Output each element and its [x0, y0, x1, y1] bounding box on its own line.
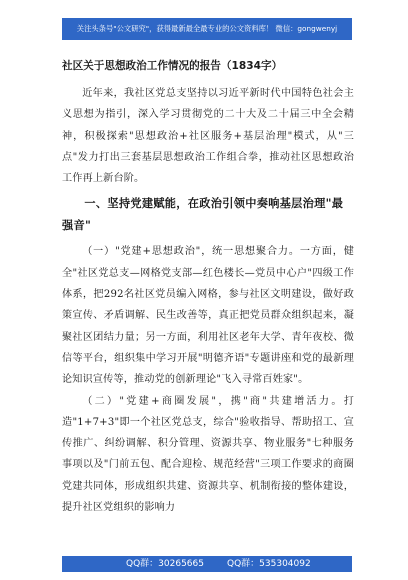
header-banner: 关注头条号"公文研究"，获得最新最全最专业的公文资料库！ 微信：gongwenyj — [62, 18, 352, 40]
qq-group-1: QQ群：30265665 — [126, 559, 204, 569]
document-title: 社区关于思想政治工作情况的报告（1834字） — [62, 60, 283, 72]
paragraph-party-building-ideology: （一）"党建+思想政治"，统一思想聚合力。一方面，健全"社区党总支—网格党支部—红色楼长—党员中心户"四级工作体系，把292名社区党员编入网格，参与社区文明建设，做好政策宣传、矛盾调解、民生改善等，真正把党员群众组织起来，凝聚社区团结力量；另一方面，利用社区老年大学、青年夜校、微信等平台，组织集中学习开展"明德齐语"专题讲座和党的最新理论知识宣传等，推动党的创新理论"飞入寻常百姓家"。 — [62, 246, 354, 386]
paragraph-party-building-commerce: （二）"党建+商圈发展"，携"商"共建增活力。打造"1+7+3"即一个社区党总支，综合"验收指导、帮助招工、宣传推广、纠纷调解、积分管理、资源共享、物业服务"七种服务事项以及"门前五包、配合迎检、规范经营"三项工作要求的商圈党建共同体，形成组织共建、资源共享、机制衔接的整体建设，提升社区党组织的影响力 — [62, 395, 354, 514]
document-body — [62, 56, 354, 518]
section-heading: 一、坚持党建赋能，在政治引领中奏响基层治理"最强音" — [62, 197, 344, 233]
intro-paragraph: 近年来，我社区党总支坚持以习近平新时代中国特色社会主义思想为指引，深入学习贯彻党的二十大及二十届三中全会精神，积极探索"思想政治+社区服务+基层治理"模式，从"三点"发力打出三套基层思想政治工作组合拳，推动社区思想政治工作再上新台阶。 — [62, 88, 354, 185]
qq-group-2: QQ群：535304092 — [227, 559, 311, 569]
footer-bar — [62, 556, 352, 572]
